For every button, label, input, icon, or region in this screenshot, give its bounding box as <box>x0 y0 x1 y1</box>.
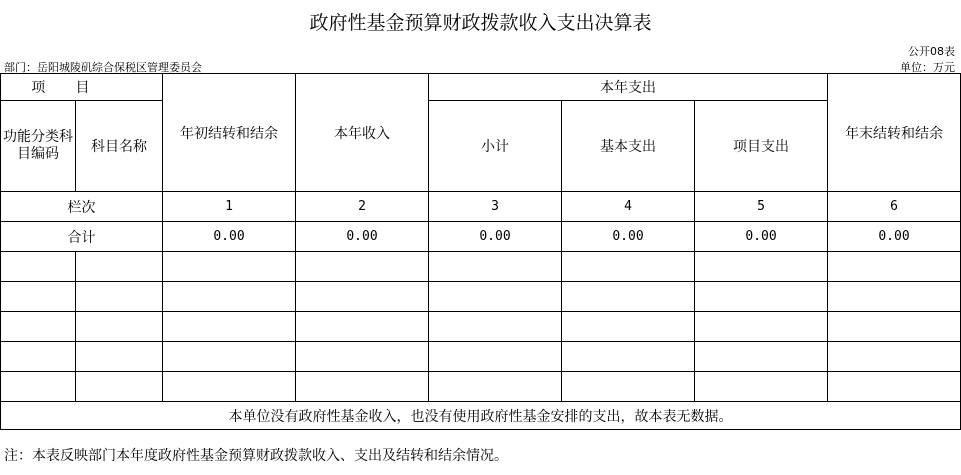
table-row <box>1 372 961 402</box>
table-cell <box>828 312 961 342</box>
table-row <box>1 312 961 342</box>
table-cell <box>76 312 163 342</box>
total-value-1: 0.00 <box>163 222 296 252</box>
table-cell <box>828 252 961 282</box>
table-cell <box>828 372 961 402</box>
table-cell <box>1 342 76 372</box>
table-cell <box>695 372 828 402</box>
table-cell <box>562 282 695 312</box>
table-cell <box>296 342 429 372</box>
column-index-4: 4 <box>562 192 695 222</box>
table-cell <box>76 342 163 372</box>
table-cell <box>562 372 695 402</box>
table-cell <box>296 282 429 312</box>
column-index-row <box>1 192 961 222</box>
table-cell <box>562 252 695 282</box>
table-cell <box>76 372 163 402</box>
total-label: 合计 <box>1 222 163 252</box>
header-basic-expense: 基本支出 <box>562 101 695 192</box>
page-title: 政府性基金预算财政拨款收入支出决算表 <box>309 12 652 34</box>
table-row <box>1 252 961 282</box>
column-index-3: 3 <box>429 192 562 222</box>
budget-table <box>0 73 961 430</box>
column-index-2: 2 <box>296 192 429 222</box>
table-cell <box>163 282 296 312</box>
header-current-income: 本年收入 <box>296 74 429 192</box>
table-cell <box>76 282 163 312</box>
table-cell <box>695 342 828 372</box>
column-index-1: 1 <box>163 192 296 222</box>
table-cell <box>429 312 562 342</box>
table-cell <box>828 282 961 312</box>
header-project-expense: 项目支出 <box>695 101 828 192</box>
table-cell <box>429 282 562 312</box>
table-cell <box>296 252 429 282</box>
table-cell <box>296 312 429 342</box>
header-func-code: 功能分类科目编码 <box>1 101 76 192</box>
table-cell <box>429 252 562 282</box>
table-cell <box>1 312 76 342</box>
table-cell <box>76 252 163 282</box>
table-cell <box>163 372 296 402</box>
note-row <box>1 402 961 430</box>
header-closing-balance: 年末结转和结余 <box>828 74 961 192</box>
table-cell <box>429 372 562 402</box>
total-value-2: 0.00 <box>296 222 429 252</box>
column-index-6: 6 <box>828 192 961 222</box>
table-row <box>1 342 961 372</box>
header-subject-name: 科目名称 <box>76 101 163 192</box>
table-cell <box>695 312 828 342</box>
table-cell <box>562 342 695 372</box>
table-cell <box>1 282 76 312</box>
column-index-5: 5 <box>695 192 828 222</box>
table-number: 公开08表 <box>908 45 955 58</box>
unit-label: 单位：万元 <box>900 61 955 74</box>
header-subtotal: 小计 <box>429 101 562 192</box>
table-cell <box>163 252 296 282</box>
table-cell <box>695 282 828 312</box>
header-item-b: 目 <box>76 74 163 101</box>
total-value-3: 0.00 <box>429 222 562 252</box>
table-cell <box>1 252 76 282</box>
table-cell <box>562 312 695 342</box>
footnote: 注：本表反映部门本年度政府性基金预算财政拨款收入、支出及结转和结余情况。 <box>4 448 508 464</box>
table-cell <box>163 312 296 342</box>
department-label: 部门：岳阳城陵矶综合保税区管理委员会 <box>4 61 202 74</box>
table-cell <box>163 342 296 372</box>
header-item-a: 项 <box>1 74 76 101</box>
total-value-4: 0.00 <box>562 222 695 252</box>
header-opening-balance: 年初结转和结余 <box>163 74 296 192</box>
table-cell <box>1 372 76 402</box>
header-current-expense: 本年支出 <box>429 74 828 101</box>
total-value-6: 0.00 <box>828 222 961 252</box>
table-cell <box>695 252 828 282</box>
table-cell <box>296 372 429 402</box>
table-cell <box>828 342 961 372</box>
table-cell <box>429 342 562 372</box>
column-index-label: 栏次 <box>1 192 163 222</box>
total-row <box>1 222 961 252</box>
table-row <box>1 282 961 312</box>
no-data-note: 本单位没有政府性基金收入，也没有使用政府性基金安排的支出，故本表无数据。 <box>1 402 961 430</box>
total-value-5: 0.00 <box>695 222 828 252</box>
